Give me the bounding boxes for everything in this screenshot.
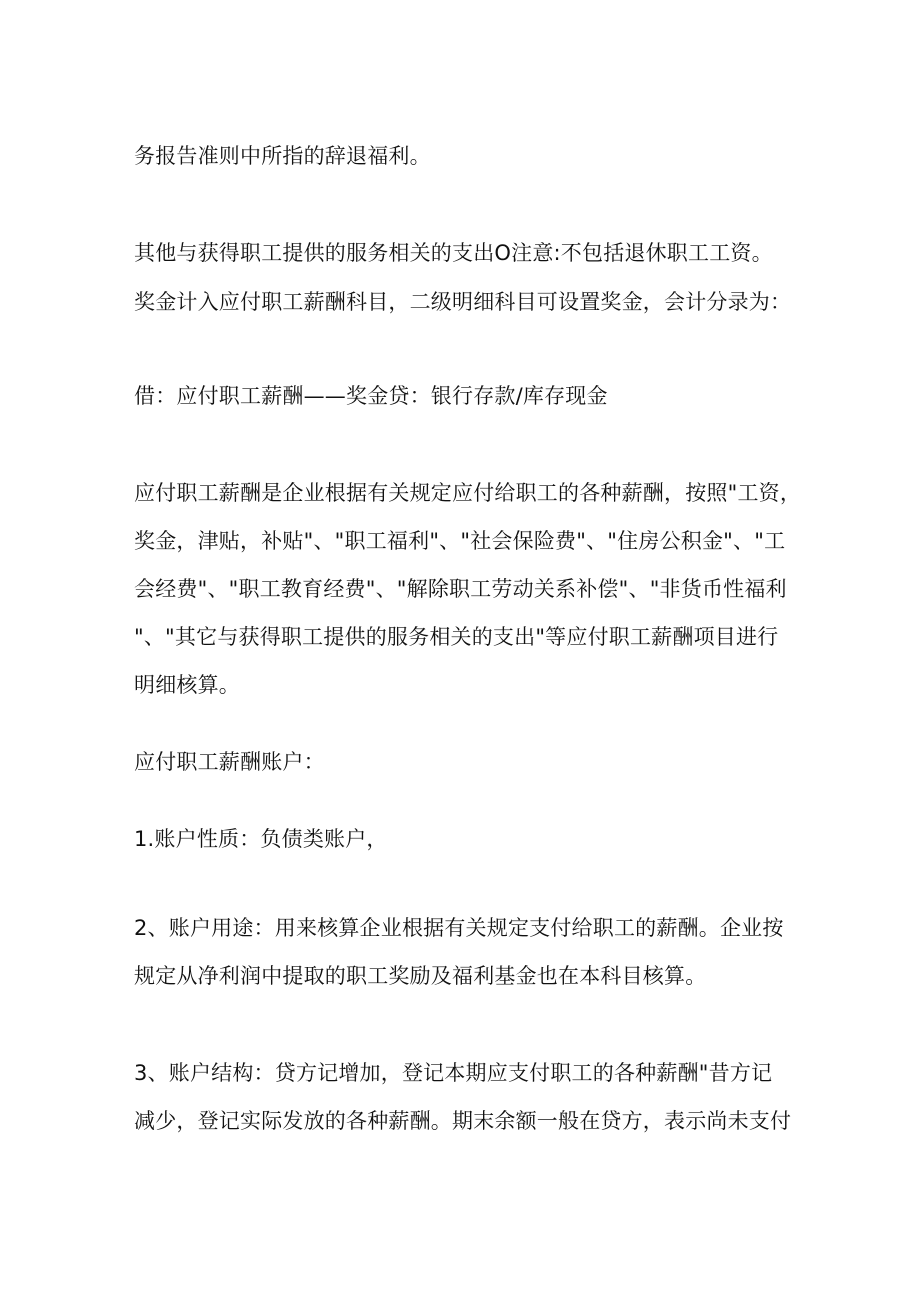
text-line: 务报告准则中所指的辞退福利。 xyxy=(134,144,431,168)
text-line: 奖金计入应付职工薪酬科目，二级明细科目可设置奖金，会计分录为： xyxy=(134,290,792,314)
text-line: 明细核算。 xyxy=(134,673,240,697)
text-line: 借：应付职工薪酬——奖金贷：银行存款/库存现金 xyxy=(134,384,608,408)
text-line: 1.账户性质：负债类账户， xyxy=(134,827,388,851)
text-line: "、"其它与获得职工提供的服务相关的支出"等应付职工薪酬项目进行 xyxy=(134,625,779,649)
text-line: 会经费"、"职工教育经费"、"解除职工劳动关系补偿"、"非货币性福利 xyxy=(134,577,787,601)
text-line: 应付职工薪酬账户： xyxy=(134,750,325,774)
text-line: 3、账户结构：贷方记增加，登记本期应支付职工的各种薪酬"昔方记 xyxy=(134,1061,773,1085)
text-line: 2、账户用途：用来核算企业根据有关规定支付给职工的薪酬。企业按 xyxy=(134,916,784,940)
text-line: 减少，登记实际发放的各种薪酬。期末余额一般在贷方，表示尚未支付 xyxy=(134,1109,792,1133)
text-line: 其他与获得职工提供的服务相关的支出O注意:不包括退休职工工资。 xyxy=(134,241,773,265)
text-line: 奖金，津贴，补贴"、"职工福利"、"社会保险费"、"住房公积金"、"工 xyxy=(134,529,786,553)
text-line: 规定从净利润中提取的职工奖励及福利基金也在本科目核算。 xyxy=(134,964,707,988)
text-line: 应付职工薪酬是企业根据有关规定应付给职工的各种薪酬，按照"工资， xyxy=(134,481,802,505)
